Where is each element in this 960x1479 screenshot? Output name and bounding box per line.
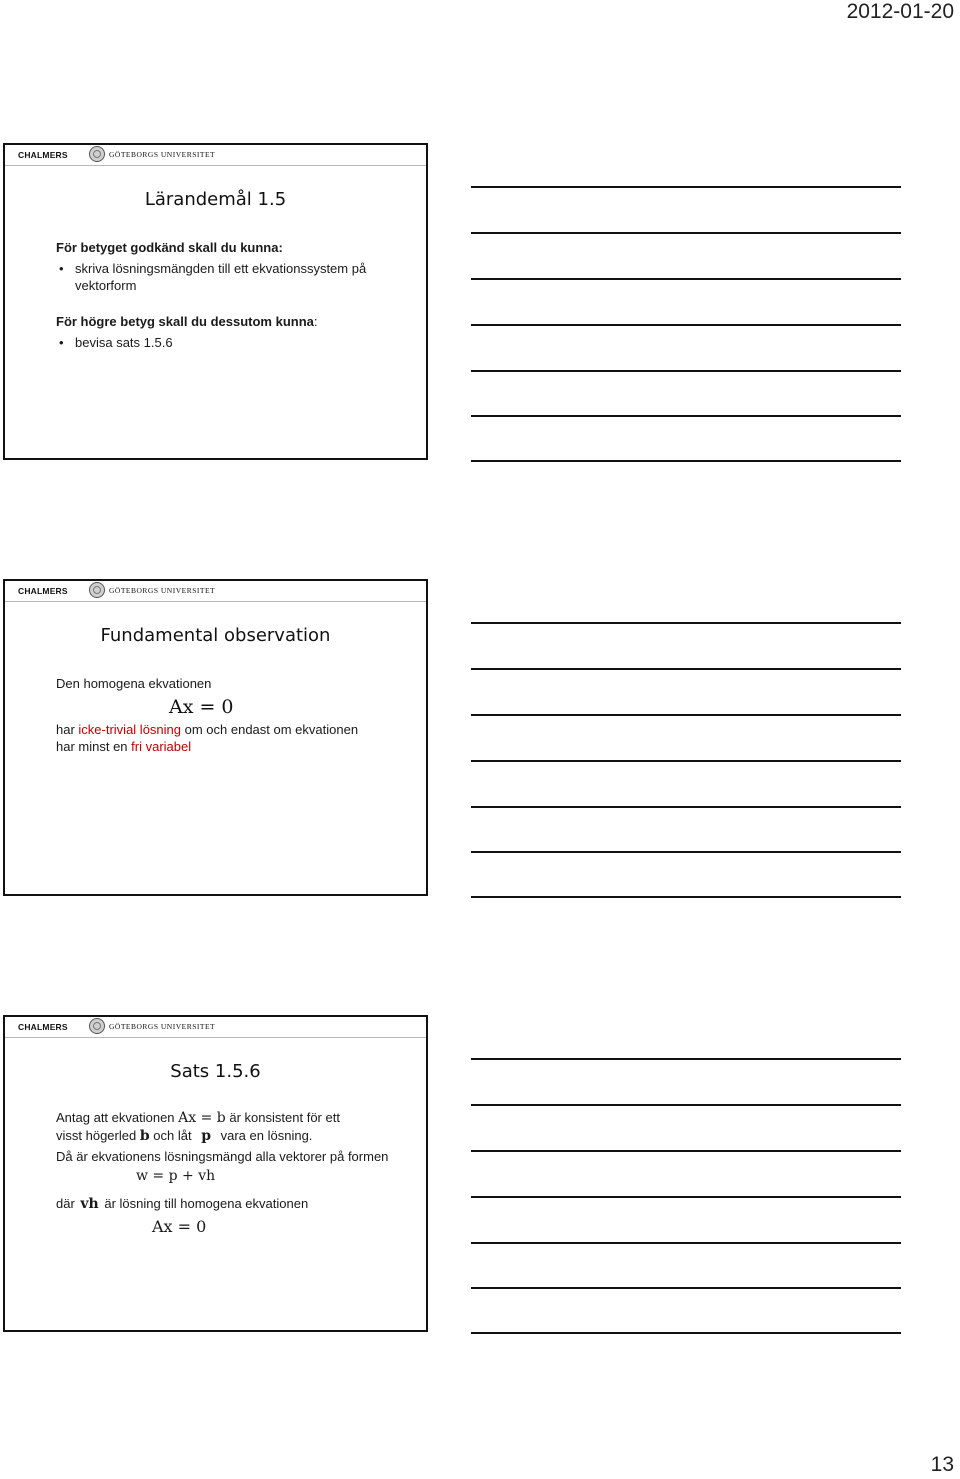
theorem-text: Då är ekvationens lösningsmängd alla vektorer på formen <box>56 1149 389 1164</box>
note-line <box>471 896 901 898</box>
page-date: 2012-01-20 <box>846 0 954 23</box>
theorem-line <box>56 1109 396 1127</box>
page-number: 13 <box>930 1453 954 1476</box>
equation: Ax = 0 <box>169 696 234 718</box>
text: Antag att ekvationen <box>56 1110 175 1125</box>
statement-start: har minst en <box>56 739 132 754</box>
note-line <box>471 622 901 624</box>
text: visst högerled <box>56 1128 137 1143</box>
slide-header <box>5 1017 426 1038</box>
theorem-line <box>56 1127 396 1145</box>
note-line <box>471 460 901 462</box>
text: är lösning till homogena ekvationen <box>104 1196 309 1211</box>
text: är konsistent för ett <box>229 1110 340 1125</box>
slide-header <box>5 581 426 602</box>
note-line <box>471 415 901 417</box>
note-line <box>471 806 901 808</box>
text: vara en lösning. <box>220 1128 313 1143</box>
note-line <box>471 370 901 372</box>
gu-logo: GÖTEBORGS UNIVERSITET <box>109 586 216 595</box>
math-b: b <box>139 1128 150 1144</box>
gu-seal-icon <box>89 1018 105 1034</box>
slide-body <box>56 239 386 351</box>
note-line <box>471 278 901 280</box>
note-line <box>471 186 901 188</box>
note-line <box>471 1242 901 1244</box>
intro-text: Den homogena ekvationen <box>56 676 212 691</box>
slide-1 <box>3 143 428 460</box>
note-line <box>471 1332 901 1334</box>
note-line <box>471 714 901 716</box>
heading-higher-text: För högre betyg skall du dessutom kunna <box>56 314 314 329</box>
bullet-item <box>56 334 386 351</box>
math-vh: vh <box>80 1196 99 1212</box>
slide-title: Lärandemål 1.5 <box>144 189 287 210</box>
statement-line <box>56 721 386 738</box>
slide-3 <box>3 1015 428 1332</box>
note-line <box>471 1058 901 1060</box>
note-line <box>471 1287 901 1289</box>
slide-2 <box>3 579 428 896</box>
slide-header <box>5 145 426 166</box>
equation: Ax = 0 <box>152 1217 207 1236</box>
gu-logo: GÖTEBORGS UNIVERSITET <box>109 1022 216 1031</box>
note-line <box>471 1150 901 1152</box>
heading-higher-colon: : <box>313 314 318 329</box>
statement-end: om och endast om ekvationen <box>181 722 359 737</box>
slide-title: Sats 1.5.6 <box>170 1061 261 1082</box>
note-line <box>471 1196 901 1198</box>
math-p: p <box>201 1128 211 1144</box>
highlight-nontrivial: icke-trivial lösning <box>78 722 181 737</box>
theorem-line <box>56 1195 396 1213</box>
chalmers-logo: CHALMERS <box>18 150 68 160</box>
note-line <box>471 324 901 326</box>
chalmers-logo: CHALMERS <box>18 1022 68 1032</box>
bullet-item <box>56 260 386 294</box>
statement-line <box>56 738 386 755</box>
bullet-text: bevisa sats 1.5.6 <box>75 335 173 350</box>
slide-body <box>56 675 386 755</box>
heading-higher <box>56 313 386 330</box>
highlight-free-variable: fri variabel <box>131 739 192 754</box>
chalmers-logo: CHALMERS <box>18 586 68 596</box>
note-line <box>471 851 901 853</box>
equation: w = p + vh <box>136 1168 216 1184</box>
gu-logo: GÖTEBORGS UNIVERSITET <box>109 150 216 159</box>
statement-start: har <box>56 722 79 737</box>
note-line <box>471 668 901 670</box>
text: där <box>56 1196 75 1211</box>
note-line <box>471 760 901 762</box>
slide-title: Fundamental observation <box>100 625 331 646</box>
note-line <box>471 232 901 234</box>
text: och låt <box>153 1128 192 1143</box>
gu-seal-icon <box>89 582 105 598</box>
gu-seal-icon <box>89 146 105 162</box>
bullet-text: skriva lösningsmängden till ett ekvationssystem på vektorform <box>75 261 367 293</box>
note-line <box>471 1104 901 1106</box>
heading-passing: För betyget godkänd skall du kunna: <box>56 240 283 255</box>
math-axb: Ax = b <box>178 1110 226 1126</box>
slide-body <box>56 1109 396 1235</box>
